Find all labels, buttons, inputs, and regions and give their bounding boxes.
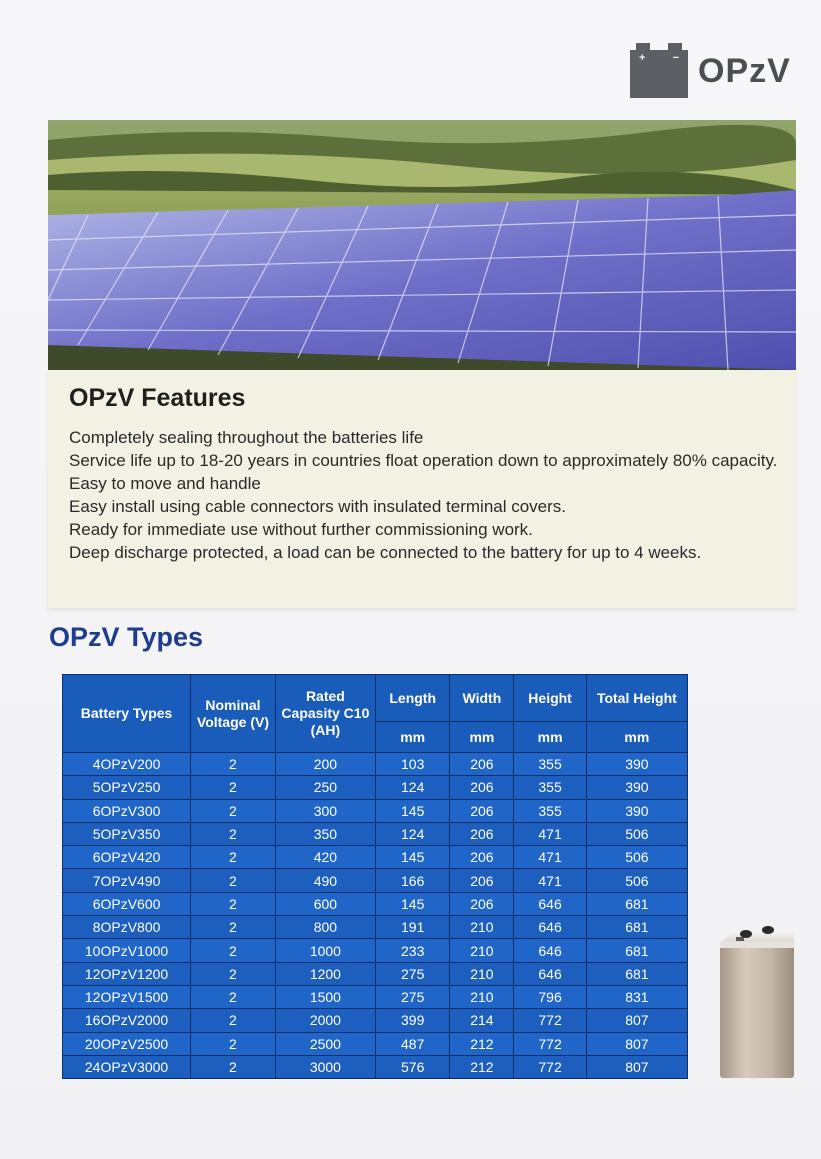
battery-spec-table [62,674,688,1079]
table-row [63,869,688,892]
cell-capacity: 250 [275,776,375,799]
feature-item: Easy to move and handle [69,474,261,493]
cell-total-height: 681 [586,916,687,939]
cell-voltage: 2 [191,846,276,869]
cell-length: 191 [376,916,450,939]
feature-item: Completely sealing throughout the batteries life [69,428,424,447]
cell-battery-type: 8OPzV800 [63,916,191,939]
table-row [63,985,688,1008]
cell-length: 145 [376,892,450,915]
feature-item: Deep discharge protected, a load can be connected to the battery for up to 4 weeks. [69,543,702,562]
cell-length: 124 [376,822,450,845]
cell-battery-type: 6OPzV420 [63,846,191,869]
brand-name: OPzV [698,52,791,90]
cell-total-height: 506 [586,846,687,869]
cell-battery-type: 6OPzV300 [63,799,191,822]
cell-length: 124 [376,776,450,799]
cell-total-height: 807 [586,1055,687,1078]
cell-total-height: 807 [586,1032,687,1055]
cell-width: 206 [450,799,514,822]
cell-width: 206 [450,846,514,869]
cell-width: 210 [450,916,514,939]
cell-height: 646 [514,916,586,939]
cell-voltage: 2 [191,1009,276,1032]
cell-capacity: 420 [275,846,375,869]
cell-capacity: 1200 [275,962,375,985]
table-row [63,1055,688,1078]
features-title: OPzV Features [69,384,246,412]
cell-width: 212 [450,1055,514,1078]
battery-icon [630,50,688,98]
cell-voltage: 2 [191,939,276,962]
cell-voltage: 2 [191,869,276,892]
header-battery-types: Battery Types [63,675,191,753]
table-row [63,753,688,776]
header-length: Length [376,675,450,722]
plus-symbol: + [639,52,646,64]
feature-item: Easy install using cable connectors with insulated terminal covers. [69,497,567,516]
cell-total-height: 390 [586,753,687,776]
cell-height: 646 [514,939,586,962]
cell-battery-type: 12OPzV1200 [63,962,191,985]
cell-width: 206 [450,892,514,915]
cell-height: 772 [514,1055,586,1078]
table-row [63,1009,688,1032]
table-row [63,822,688,845]
cell-battery-type: 7OPzV490 [63,869,191,892]
cell-battery-type: 20OPzV2500 [63,1032,191,1055]
cell-capacity: 2000 [275,1009,375,1032]
cell-battery-type: 16OPzV2000 [63,1009,191,1032]
cell-width: 212 [450,1032,514,1055]
cell-capacity: 1000 [275,939,375,962]
cell-height: 772 [514,1009,586,1032]
cell-length: 233 [376,939,450,962]
table-row [63,962,688,985]
cell-battery-type: 5OPzV250 [63,776,191,799]
cell-height: 355 [514,799,586,822]
table-row [63,939,688,962]
cell-length: 145 [376,799,450,822]
cell-length: 275 [376,962,450,985]
cell-length: 166 [376,869,450,892]
header-unit: mm [586,722,687,753]
cell-length: 275 [376,985,450,1008]
header-nominal-voltage: Nominal Voltage (V) [191,675,276,753]
cell-capacity: 350 [275,822,375,845]
cell-height: 471 [514,822,586,845]
table-row [63,776,688,799]
cell-battery-type: 24OPzV3000 [63,1055,191,1078]
cell-total-height: 681 [586,962,687,985]
cell-height: 471 [514,846,586,869]
cell-capacity: 3000 [275,1055,375,1078]
cell-battery-type: 10OPzV1000 [63,939,191,962]
minus-symbol: − [672,52,679,64]
header-unit: mm [514,722,586,753]
cell-total-height: 506 [586,822,687,845]
table-row [63,892,688,915]
cell-total-height: 506 [586,869,687,892]
cell-battery-type: 12OPzV1500 [63,985,191,1008]
cell-height: 796 [514,985,586,1008]
features-section [48,370,796,608]
cell-capacity: 300 [275,799,375,822]
cell-voltage: 2 [191,753,276,776]
header-total-height: Total Height [586,675,687,722]
cell-voltage: 2 [191,776,276,799]
table-row [63,846,688,869]
cell-total-height: 831 [586,985,687,1008]
cell-capacity: 600 [275,892,375,915]
cell-capacity: 490 [275,869,375,892]
cell-capacity: 2500 [275,1032,375,1055]
cell-width: 206 [450,869,514,892]
cell-capacity: 200 [275,753,375,776]
features-list [69,426,789,564]
cell-width: 210 [450,962,514,985]
feature-item: Ready for immediate use without further commissioning work. [69,520,533,539]
cell-height: 355 [514,753,586,776]
cell-width: 210 [450,939,514,962]
cell-height: 772 [514,1032,586,1055]
cell-total-height: 681 [586,939,687,962]
cell-height: 471 [514,869,586,892]
cell-width: 206 [450,753,514,776]
header-rated-capacity: Rated Capasity C10 (AH) [275,675,375,753]
cell-total-height: 390 [586,776,687,799]
cell-battery-type: 4OPzV200 [63,753,191,776]
cell-total-height: 807 [586,1009,687,1032]
cell-length: 576 [376,1055,450,1078]
cell-voltage: 2 [191,799,276,822]
table-row [63,799,688,822]
cell-voltage: 2 [191,1055,276,1078]
header-unit: mm [376,722,450,753]
cell-width: 214 [450,1009,514,1032]
cell-length: 103 [376,753,450,776]
cell-voltage: 2 [191,985,276,1008]
cell-voltage: 2 [191,892,276,915]
cell-voltage: 2 [191,1032,276,1055]
header-width: Width [450,675,514,722]
types-title: OPzV Types [49,622,204,652]
header-unit: mm [450,722,514,753]
cell-voltage: 2 [191,962,276,985]
cell-height: 646 [514,892,586,915]
cell-length: 487 [376,1032,450,1055]
cell-voltage: 2 [191,822,276,845]
cell-battery-type: 5OPzV350 [63,822,191,845]
cell-capacity: 800 [275,916,375,939]
cell-voltage: 2 [191,916,276,939]
solar-panels-image [48,120,796,370]
cell-height: 355 [514,776,586,799]
opzv-battery-cell-image [716,920,798,1080]
brand-logo [630,44,805,100]
cell-width: 206 [450,822,514,845]
cell-capacity: 1500 [275,985,375,1008]
table-row [63,1032,688,1055]
cell-height: 646 [514,962,586,985]
cell-width: 206 [450,776,514,799]
cell-width: 210 [450,985,514,1008]
cell-total-height: 390 [586,799,687,822]
table-body [63,753,688,1079]
cell-length: 145 [376,846,450,869]
header-height: Height [514,675,586,722]
feature-item: Service life up to 18-20 years in countries float operation down to approximately 80% capacity. [69,451,778,470]
cell-total-height: 681 [586,892,687,915]
table-row [63,916,688,939]
cell-battery-type: 6OPzV600 [63,892,191,915]
cell-length: 399 [376,1009,450,1032]
